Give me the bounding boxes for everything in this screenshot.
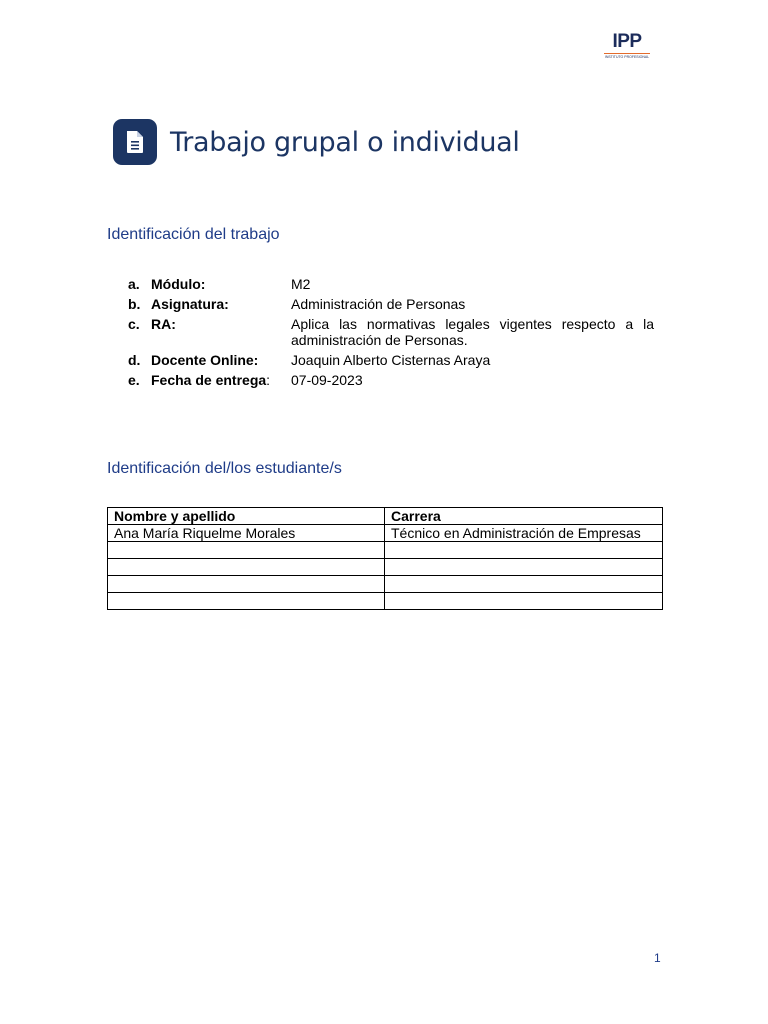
info-value: Aplica las normativas legales vigentes respecto a la administración de Personas.: [291, 316, 654, 348]
info-label: [151, 372, 291, 388]
info-letter: b.: [128, 296, 141, 312]
info-label: Docente Online:: [151, 352, 259, 368]
table-cell: Técnico en Administración de Empresas: [385, 525, 663, 542]
info-label: RA:: [151, 316, 176, 332]
info-letter: a.: [128, 276, 140, 292]
info-letter: c.: [128, 316, 140, 332]
table-cell: [108, 576, 385, 593]
table-cell: [108, 593, 385, 610]
table-cell: [108, 559, 385, 576]
document-icon: [113, 119, 157, 165]
info-letter: d.: [128, 352, 141, 368]
ipp-logo: [603, 32, 651, 59]
logo-subtitle: INSTITUTO PROFESIONAL: [604, 55, 650, 59]
table-row: [108, 525, 663, 542]
info-label: Módulo:: [151, 276, 206, 292]
table-row: [108, 542, 663, 559]
info-letter: e.: [128, 372, 140, 388]
section-heading-students: Identificación del/los estudiante/s: [107, 460, 342, 477]
section-heading-work-identification: Identificación del trabajo: [107, 226, 280, 243]
info-row-module: [128, 276, 654, 292]
table-cell: [385, 576, 663, 593]
table-row: [108, 576, 663, 593]
info-value: Administración de Personas: [291, 296, 466, 312]
info-label-colon: :: [266, 372, 271, 388]
table-cell: [385, 593, 663, 610]
table-row: [108, 593, 663, 610]
info-label-text: Fecha de entrega: [151, 372, 267, 388]
column-header-career: Carrera: [385, 508, 663, 525]
page-title: Trabajo grupal o individual: [170, 127, 520, 158]
info-row-teacher: [128, 352, 654, 368]
table-cell: Ana María Riquelme Morales: [108, 525, 385, 542]
logo-text: IPP: [612, 31, 642, 52]
table-cell: [385, 542, 663, 559]
work-info-list: [128, 276, 654, 392]
info-value: 07-09-2023: [291, 372, 363, 388]
page-number: 1: [654, 951, 661, 965]
info-row-due-date: [128, 372, 654, 388]
info-row-subject: [128, 296, 654, 312]
info-value: Joaquin Alberto Cisternas Araya: [291, 352, 491, 368]
logo-divider: [604, 53, 650, 54]
column-header-name: Nombre y apellido: [108, 508, 385, 525]
info-value: M2: [291, 276, 311, 292]
info-label: Asignatura:: [151, 296, 229, 312]
table-row: [108, 559, 663, 576]
table-cell: [108, 542, 385, 559]
info-row-ra: [128, 316, 654, 348]
students-table: [107, 507, 663, 610]
table-header-row: [108, 508, 663, 525]
table-cell: [385, 559, 663, 576]
